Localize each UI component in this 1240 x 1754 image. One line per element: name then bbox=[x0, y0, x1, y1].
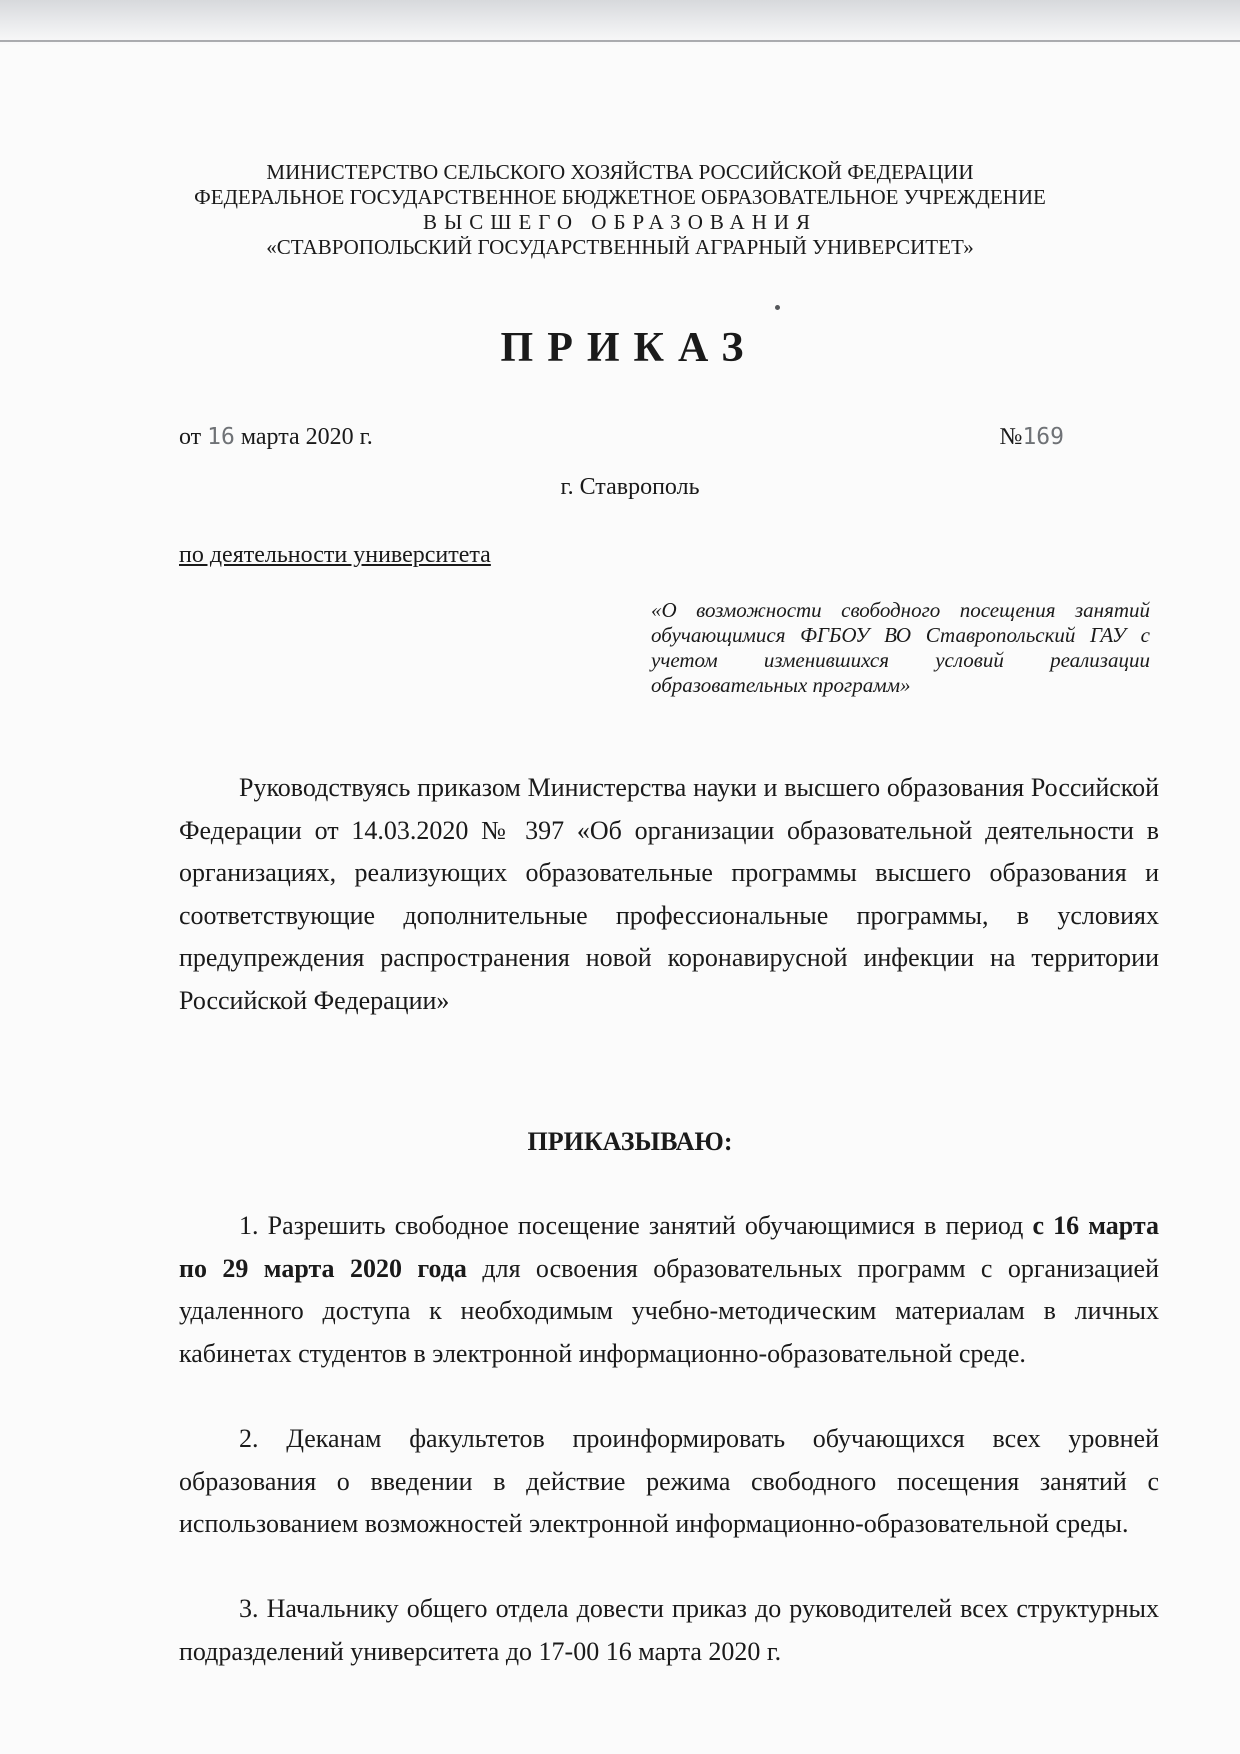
item-1-tail: для освоения образовательных программ с организацией удаленного доступа к необходимым учебно-методическим материалам в личных кабинетах студентов в электронной информационно-образовательной среде. bbox=[179, 1253, 1160, 1368]
order-heading: ПРИКАЗЫВАЮ: bbox=[527, 1127, 733, 1156]
order-subject: «О возможности свободного посещения занятий обучающимися ФГБОУ ВО Ставропольский ГАУ с учетом изменившихся условий реализации образовательных программ» bbox=[651, 598, 1150, 697]
scan-edge-line bbox=[0, 40, 1240, 42]
header-university-name: «СТАВРОПОЛЬСКИЙ ГОСУДАРСТВЕННЫЙ АГРАРНЫЙ УНИВЕРСИТЕТ» bbox=[266, 235, 974, 259]
order-number bbox=[1000, 424, 1064, 451]
activity-type: по деятельности университета bbox=[179, 542, 491, 568]
order-item-3: 3. Начальнику общего отдела довести приказ до руководителей всех структурных подразделений университета до 17-00 16 марта 2020 г. bbox=[179, 1594, 1159, 1666]
date-prefix: от bbox=[179, 424, 202, 450]
item-1-lead: 1. Разрешить свободное посещение занятий обучающимися в период bbox=[239, 1211, 1024, 1240]
header-education-level: ВЫСШЕГО ОБРАЗОВАНИЯ bbox=[422, 210, 818, 234]
date-day-handwritten: 16 bbox=[207, 424, 235, 450]
order-item-2: 2. Деканам факультетов проинформировать обучающихся всех уровней образования о введении в действие режима свободного посещения занятий с использованием возможностей электронной информационно-образовательной среды. bbox=[179, 1424, 1159, 1538]
number-value-handwritten: 169 bbox=[1022, 424, 1064, 450]
scan-dust-speck bbox=[775, 305, 780, 310]
institution-header bbox=[150, 160, 1090, 260]
order-item-1 bbox=[179, 1205, 1159, 1375]
item-1-period: с 16 марта по 29 марта 2020 года bbox=[179, 1211, 1159, 1283]
header-institution-type: ФЕДЕРАЛЬНОЕ ГОСУДАРСТВЕННОЕ БЮДЖЕТНОЕ ОБРАЗОВАТЕЛЬНОЕ УЧРЕЖДЕНИЕ bbox=[194, 185, 1046, 209]
number-sign: № bbox=[999, 424, 1023, 450]
date-number-row bbox=[179, 424, 1064, 456]
document-title: ПРИКАЗ bbox=[500, 325, 758, 371]
preamble-paragraph: Руководствуясь приказом Министерства науки и высшего образования Российской Федерации от 14.03.2020 № 397 «Об организации образовательной деятельности в организациях, реализующих образовательные программы высшего образования и соответствующие дополнительные профессиональные программы, в условиях предупреждения распространения новой коронавирусной инфекции на территории Российской Федерации» bbox=[179, 773, 1159, 1015]
order-date bbox=[179, 424, 373, 451]
date-month-year: марта 2020 г. bbox=[240, 424, 373, 450]
header-ministry: МИНИСТЕРСТВО СЕЛЬСКОГО ХОЗЯЙСТВА РОССИЙСКОЙ ФЕДЕРАЦИИ bbox=[266, 160, 974, 184]
city: г. Ставрополь bbox=[560, 474, 700, 500]
